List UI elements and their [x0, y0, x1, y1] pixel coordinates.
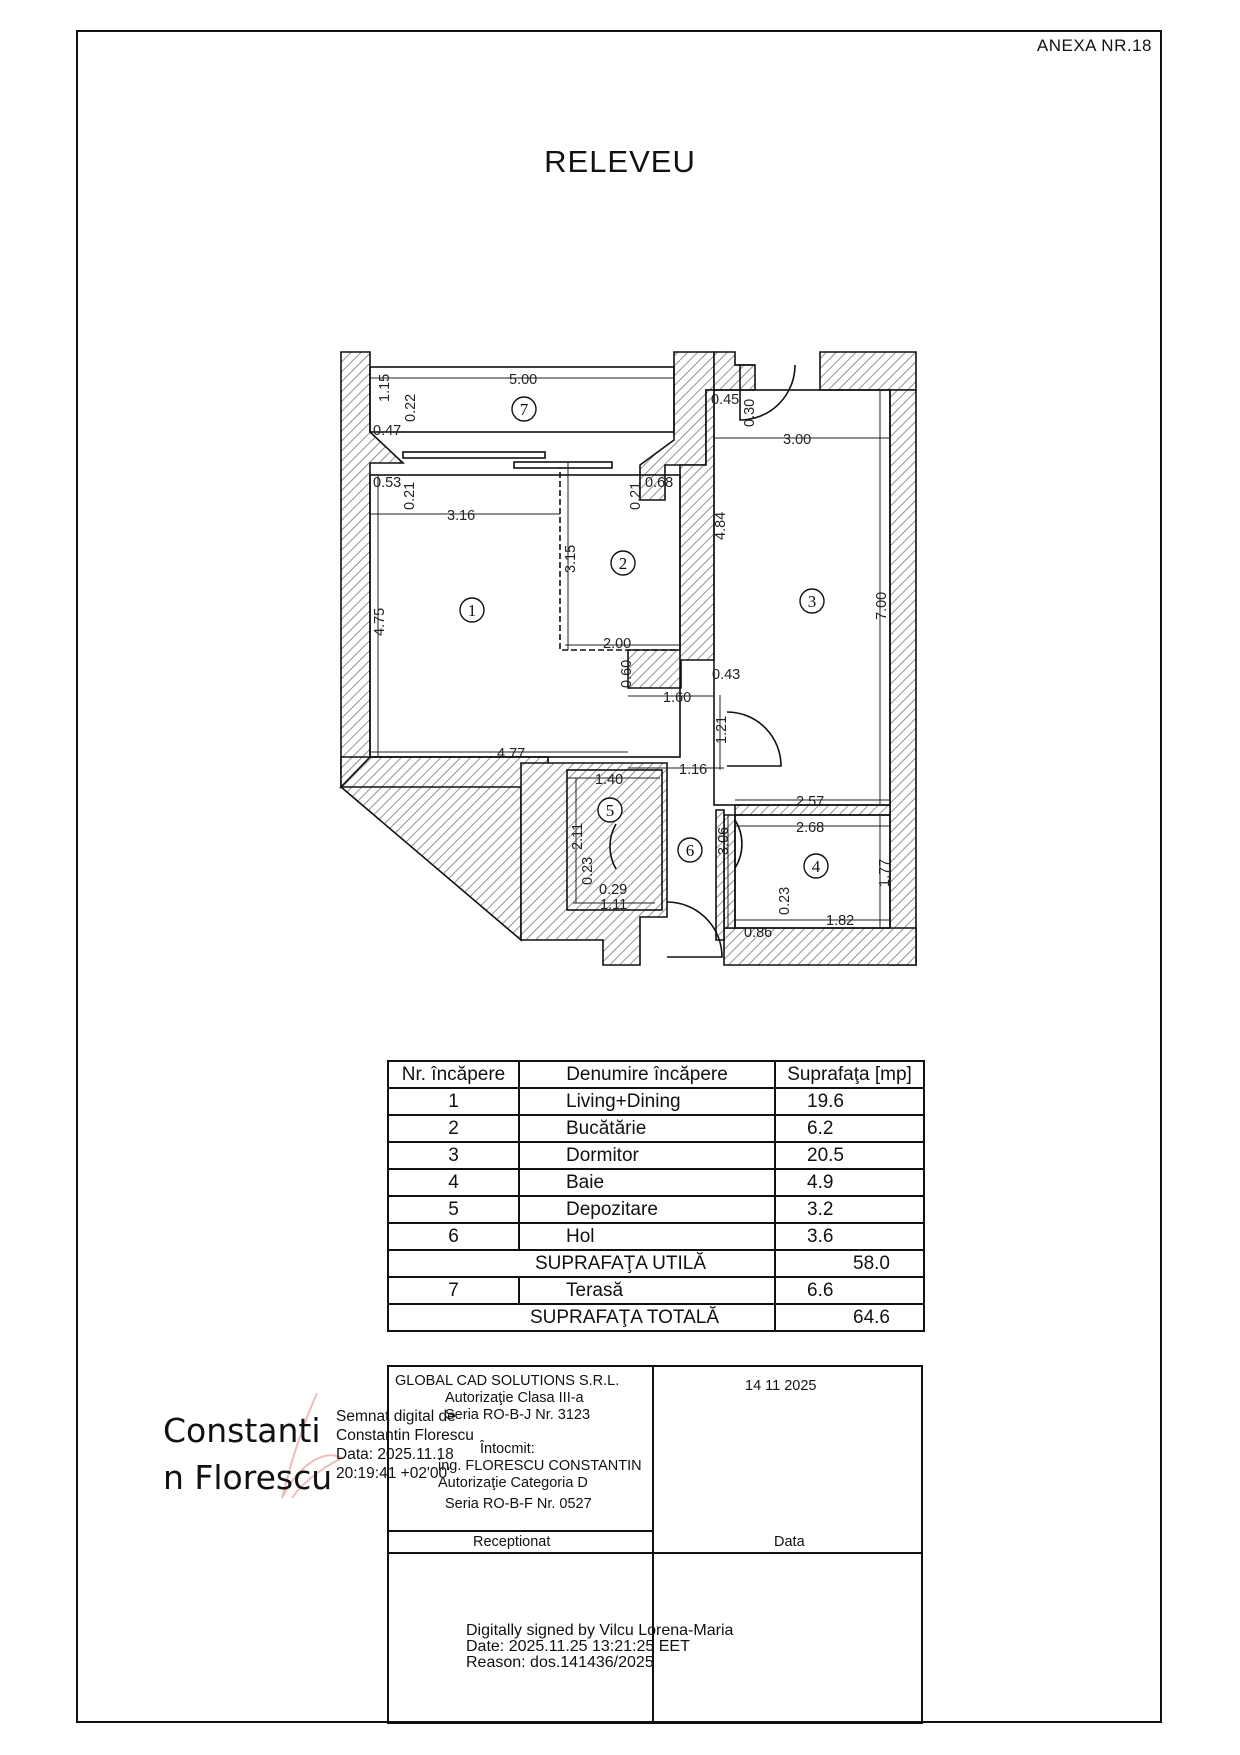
- rooms-table: [387, 1060, 925, 1332]
- living-outline: [370, 475, 680, 757]
- dim-label: 1.16: [679, 762, 708, 778]
- dim-label: 2.00: [603, 636, 632, 652]
- wall-bedroom-top-right: [820, 352, 916, 390]
- dim-label: 3.00: [783, 432, 812, 448]
- dim-label: 0.29: [599, 882, 628, 898]
- company-auth: Autorizaţie Clasa III-a: [445, 1390, 584, 1406]
- wall-bedroom-top: [714, 352, 755, 390]
- terrace-row: [388, 1277, 924, 1304]
- sliding-door-1: [403, 452, 545, 458]
- dim-label: 1.40: [595, 772, 624, 788]
- room-name: Dormitor: [519, 1142, 775, 1169]
- dim-label: 0.30: [742, 398, 758, 427]
- door-front: [667, 902, 722, 957]
- dim-label: 1.77: [877, 858, 893, 887]
- company-name: GLOBAL CAD SOLUTIONS S.R.L.: [395, 1373, 620, 1389]
- wall-right: [890, 390, 916, 965]
- table-row: [388, 1196, 924, 1223]
- door-bedroom: [727, 712, 781, 766]
- dim-label: 3.16: [447, 508, 476, 524]
- room-number-1: 1: [467, 601, 477, 620]
- useful-area-value: 58.0: [775, 1250, 924, 1277]
- room-nr: 6: [388, 1223, 519, 1250]
- dim-label: 0.53: [373, 475, 402, 491]
- room-number-5: 5: [605, 801, 615, 820]
- total-area-label: SUPRAFAŢA TOTALĂ: [388, 1304, 775, 1331]
- dim-label: 0.23: [580, 856, 596, 885]
- signature-details: Semnat digital de Constantin Florescu Data: 2025.11.18 20:19:41 +02'00': [336, 1408, 474, 1482]
- digital-stamp: Digitally signed by Vilcu Lorena-Maria Date: 2025.11.25 13:21:25 EET Reason: dos.141436/2025: [466, 1622, 734, 1671]
- useful-area-row: [388, 1250, 924, 1277]
- table-header: [388, 1061, 924, 1088]
- room-name: Hol: [519, 1223, 775, 1250]
- table-row: [388, 1088, 924, 1115]
- page-title: RELEVEU: [544, 144, 696, 179]
- room-area: 19.6: [775, 1088, 924, 1115]
- signer-name: Constanti n Florescu: [163, 1411, 333, 1497]
- walls: [341, 352, 916, 965]
- data-label: Data: [774, 1534, 805, 1550]
- total-area-value: 64.6: [775, 1304, 924, 1331]
- dim-label: 3.06: [716, 826, 732, 855]
- company-series: Seria RO-B-J Nr. 3123: [445, 1407, 591, 1423]
- prepared-label: Întocmit:: [480, 1441, 535, 1457]
- wall-left: [341, 352, 403, 787]
- table-row: [388, 1142, 924, 1169]
- room-name: Baie: [519, 1169, 775, 1196]
- dim-label: 1.15: [377, 373, 393, 402]
- room-name: Living+Dining: [519, 1088, 775, 1115]
- dim-label: 0.21: [402, 481, 418, 510]
- received-label: Receptionat: [473, 1534, 551, 1550]
- room-nr: 1: [388, 1088, 519, 1115]
- room-area: 20.5: [775, 1142, 924, 1169]
- sliding-door-2: [514, 462, 612, 468]
- dim-label: 0.23: [777, 886, 793, 915]
- header-area: Suprafaţa [mp]: [775, 1061, 924, 1088]
- dim-label: 1.60: [663, 690, 692, 706]
- room-number-2: 2: [618, 554, 628, 573]
- room-area: 6.6: [775, 1277, 924, 1304]
- door-bath: [735, 820, 742, 868]
- room-nr: 3: [388, 1142, 519, 1169]
- dim-label: 3.15: [563, 544, 579, 573]
- room-nr: 4: [388, 1169, 519, 1196]
- room-name: Depozitare: [519, 1196, 775, 1223]
- engineer-series: Seria RO-B-F Nr. 0527: [445, 1496, 592, 1512]
- dim-label: 0.47: [373, 423, 402, 439]
- total-area-row: [388, 1304, 924, 1331]
- table-row: [388, 1169, 924, 1196]
- dim-label: 0.68: [645, 475, 674, 491]
- dim-label: 0.45: [711, 392, 740, 408]
- useful-area-label: SUPRAFAŢA UTILĂ: [388, 1250, 775, 1277]
- dim-label: 7.00: [874, 591, 890, 620]
- room-area: 6.2: [775, 1115, 924, 1142]
- dim-label: 2.68: [796, 820, 825, 836]
- engineer-auth: Autorizaţie Categoria D: [438, 1475, 588, 1491]
- dim-label: 0.22: [403, 393, 419, 422]
- dim-label: 0.21: [628, 481, 644, 510]
- dim-label: 0.60: [619, 659, 635, 688]
- table-row: [388, 1115, 924, 1142]
- room-name: Bucătărie: [519, 1115, 775, 1142]
- document-date: 14 11 2025: [745, 1378, 817, 1394]
- engineer-name: ing. FLORESCU CONSTANTIN: [438, 1458, 642, 1474]
- room-nr: 2: [388, 1115, 519, 1142]
- room-nr: 5: [388, 1196, 519, 1223]
- dim-label: 1.11: [600, 897, 628, 913]
- room-number-4: 4: [811, 857, 821, 876]
- room-number-6: 6: [685, 841, 695, 860]
- room-area: 3.2: [775, 1196, 924, 1223]
- room-number-3: 3: [807, 592, 817, 611]
- header-nr: Nr. încăpere: [388, 1061, 519, 1088]
- dim-label: 2.11: [570, 822, 586, 850]
- title-block-row: [387, 1530, 923, 1554]
- room-nr: 7: [388, 1277, 519, 1304]
- room-number-7: 7: [519, 400, 529, 419]
- dim-label: 1.82: [826, 913, 855, 929]
- room-name: Terasă: [519, 1277, 775, 1304]
- dim-label: 0.86: [744, 925, 773, 941]
- dim-label: 4.75: [372, 607, 388, 636]
- annex-number: ANEXA NR.18: [1036, 36, 1152, 55]
- dim-label: 2.57: [796, 794, 825, 810]
- dim-label: 4.84: [713, 511, 729, 540]
- dim-label: 5.00: [509, 372, 538, 388]
- header-name: Denumire încăpere: [519, 1061, 775, 1088]
- dim-label: 4.77: [497, 746, 526, 762]
- room-area: 4.9: [775, 1169, 924, 1196]
- dim-label: 0.43: [712, 667, 741, 683]
- room-area: 3.6: [775, 1223, 924, 1250]
- dim-label: 1.21: [714, 715, 730, 744]
- table-row: [388, 1223, 924, 1250]
